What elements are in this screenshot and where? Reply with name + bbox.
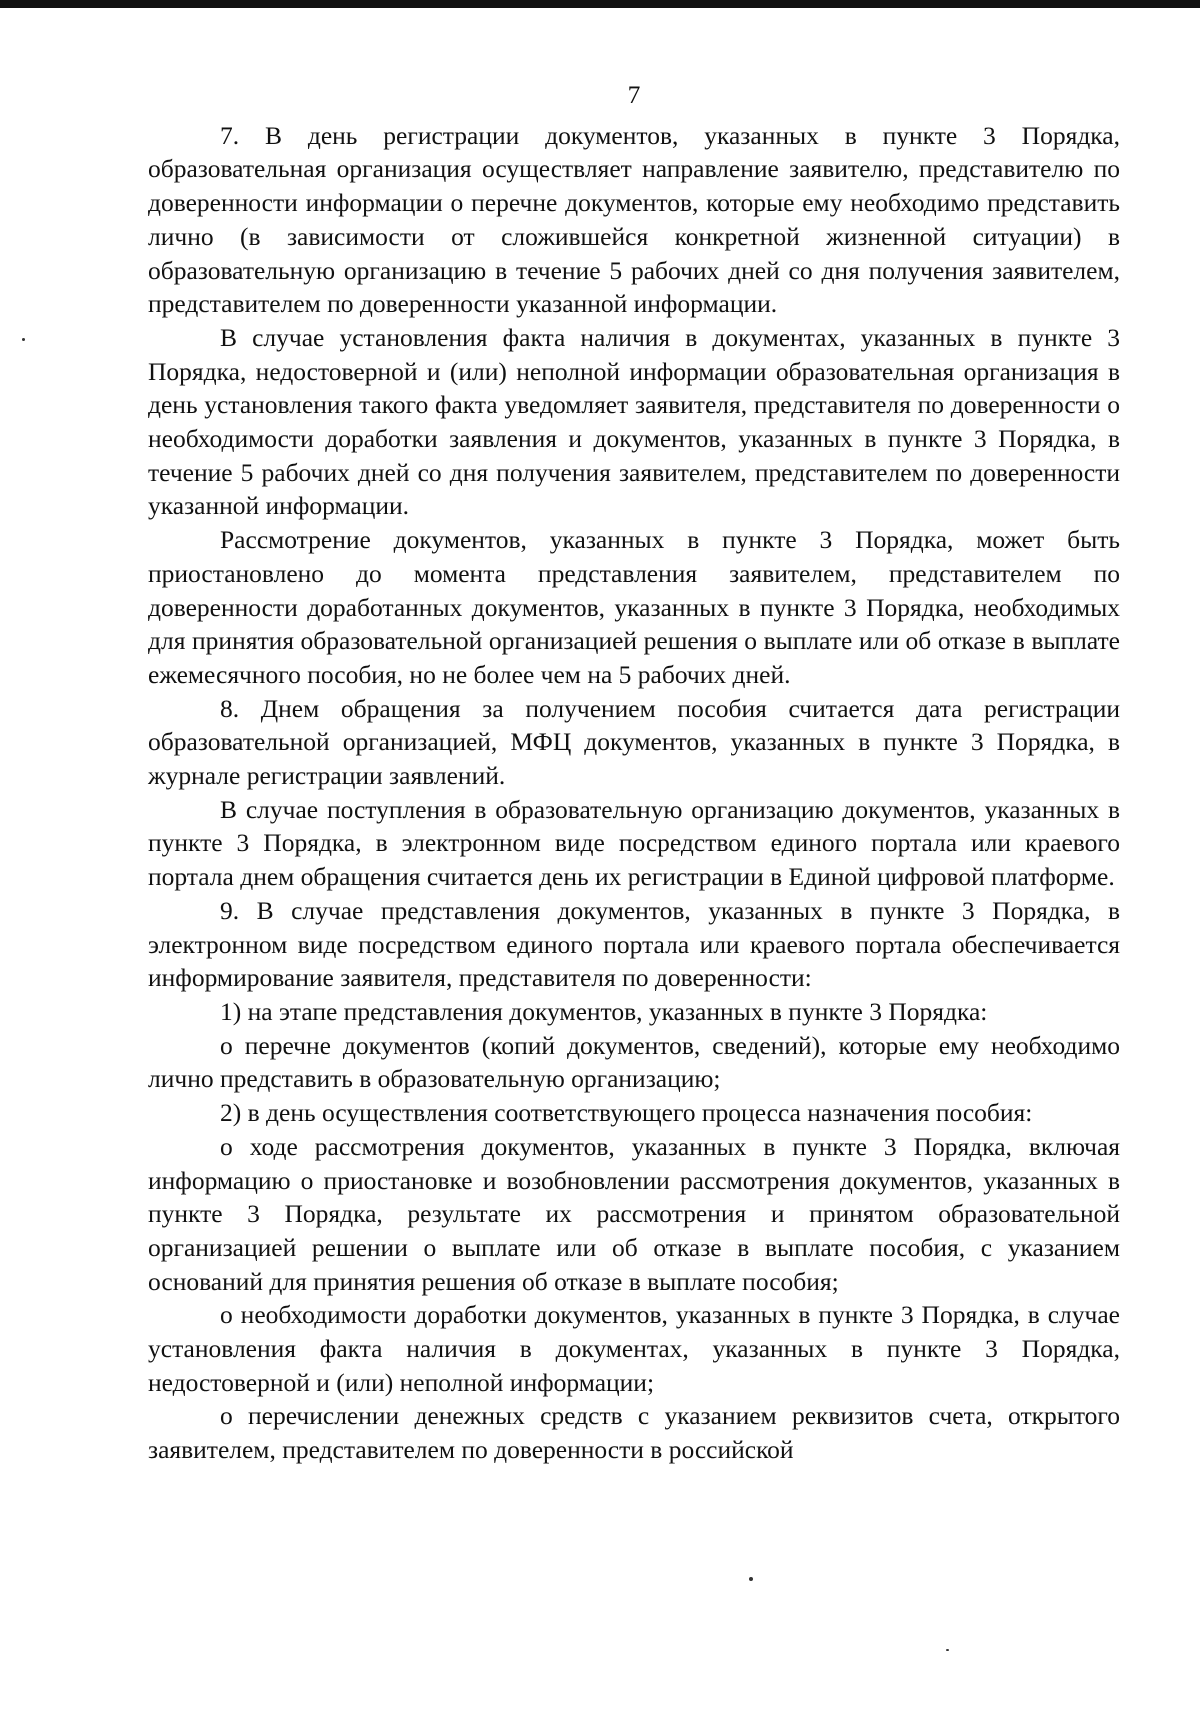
- scan-speck: [946, 1649, 949, 1651]
- paragraph-5: В случае поступления в образовательную организацию документов, указанных в пункте 3 Порядка, в электронном виде посредством единого портала или краевого портала днем обращения считается день их регистрации в Единой цифровой платформе.: [148, 794, 1120, 892]
- page-number: 7: [627, 80, 641, 109]
- paragraph-3: Рассмотрение документов, указанных в пункте 3 Порядка, может быть приостановлено до момента представления заявителем, представителем по доверенности доработанных документов, указанных в пункте 3 Порядка, необходимых для принятия образовательной организацией решения о выплате или об отказе в выплате ежемесячного пособия, но не более чем на 5 рабочих дней.: [148, 525, 1120, 689]
- paragraph-6: 9. В случае представления документов, указанных в пункте 3 Порядка, в электронном виде посредством единого портала или краевого портала обеспечивается информирование заявителя, представителя по доверенности:: [148, 895, 1120, 993]
- paragraph-9: 2) в день осуществления соответствующего процесса назначения пособия:: [220, 1098, 1033, 1128]
- scan-speck: [22, 338, 25, 341]
- paragraph-11: о необходимости доработки документов, указанных в пункте 3 Порядка, в случае установления факта наличия в документах, указанных в пункте 3 Порядка, недостоверной и (или) неполной информации;: [148, 1300, 1120, 1397]
- paragraph-4: 8. Днем обращения за получением пособия считается дата регистрации образовательной организацией, МФЦ документов, указанных в пункте 3 Порядка, в журнале регистрации заявлений.: [148, 693, 1120, 791]
- document-page: [148, 78, 1120, 1467]
- scan-top-edge: [0, 0, 1200, 8]
- scan-speck: [749, 1577, 753, 1581]
- paragraph-7: 1) на этапе представления документов, указанных в пункте 3 Порядка:: [220, 996, 988, 1026]
- paragraph-8: о перечне документов (копий документов, сведений), которые ему необходимо лично представить в образовательную организацию;: [148, 1030, 1120, 1094]
- paragraph-12: о перечислении денежных средств с указанием реквизитов счета, открытого заявителем, представителем по доверенности в российской: [148, 1401, 1120, 1465]
- paragraph-1: 7. В день регистрации документов, указанных в пункте 3 Порядка, образовательная организация осуществляет направление заявителю, представителю по доверенности информации о перечне документов, которые ему необходимо представить лично (в зависимости от сложившейся конкретной жизненной ситуации) в образовательную организацию в течение 5 рабочих дней со дня получения заявителем, представителем по доверенности указанной информации.: [148, 120, 1120, 319]
- paragraph-10: о ходе рассмотрения документов, указанных в пункте 3 Порядка, включая информацию о приостановке и возобновлении рассмотрения документов, указанных в пункте 3 Порядка, результате их рассмотрения и принятом образовательной организацией решении о выплате или об отказе в выплате пособия, с указанием оснований для принятия решения об отказе в выплате пособия;: [148, 1131, 1120, 1296]
- paragraph-2: В случае установления факта наличия в документах, указанных в пункте 3 Порядка, недостоверной и (или) неполной информации образовательная организация в день установления такого факта уведомляет заявителя, представителя по доверенности о необходимости доработки заявления и документов, указанных в пункте 3 Порядка, в течение 5 рабочих дней со дня получения заявителем, представителем по доверенности указанной информации.: [148, 322, 1120, 521]
